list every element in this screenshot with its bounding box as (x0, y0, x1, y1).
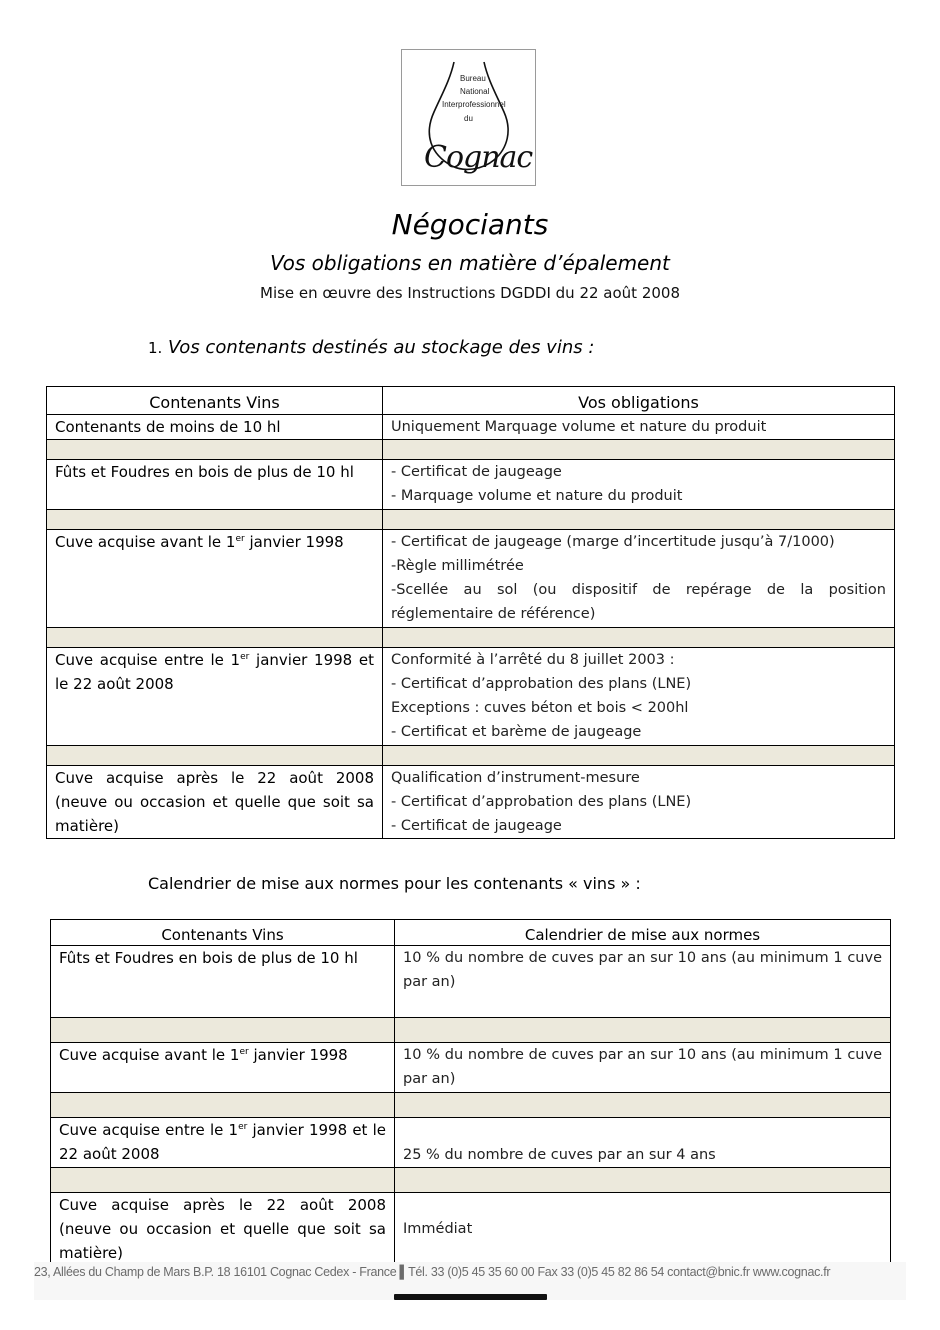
table-row (47, 460, 895, 510)
obligation-line: - Certificat de jaugeage (391, 818, 562, 834)
obligation-line: - Certificat de jaugeage (391, 464, 562, 480)
table-header: Contenants Vins (47, 387, 383, 415)
obligation-text (383, 415, 895, 440)
logo-wordmark: Cognac (424, 140, 533, 175)
obligation-line: - Certificat d’approbation des plans (LNE) (391, 794, 692, 810)
table-row (51, 1118, 891, 1168)
obligation-line: - Certificat d’approbation des plans (LNE) (391, 676, 692, 692)
obligation-text (383, 460, 895, 510)
table-row (47, 530, 895, 628)
logo-line-1: Bureau (460, 74, 486, 83)
logo-line-4: du (464, 114, 473, 123)
table-row (51, 1043, 891, 1093)
obligation-line: Exceptions : cuves béton et bois < 200hl (391, 700, 689, 716)
calendar-text: 25 % du nombre de cuves par an sur 4 ans (395, 1118, 891, 1168)
logo-line-2: National (460, 87, 490, 96)
calendar-text: 10 % du nombre de cuves par an sur 10 ans (au minimum 1 cuve par an) (395, 1043, 891, 1093)
container-type: Contenants de moins de 10 hl (47, 415, 383, 440)
footer-address: 23, Allées du Champ de Mars B.P. 18 16101 Cognac Cedex - France ▌Tél. 33 (0)5 45 35 60 00 Fax 33 (0)5 45 82 86 54 contact@bnic.fr www.cognac.fr (34, 1265, 831, 1279)
section-label: Vos contenants destinés au stockage des vins : (168, 337, 595, 358)
container-type: Cuve acquise entre le 1er janvier 1998 et le 22 août 2008 (47, 648, 383, 746)
table-row (47, 648, 895, 746)
obligation-line: - Marquage volume et nature du produit (391, 488, 683, 504)
footer-bar (394, 1294, 547, 1300)
table-header: Vos obligations (383, 387, 895, 415)
page-subtitle: Vos obligations en matière d’épalement (270, 251, 670, 275)
container-type: Cuve acquise entre le 1er janvier 1998 et le 22 août 2008 (51, 1118, 395, 1168)
table-row (47, 415, 895, 440)
bnic-logo (401, 49, 536, 186)
table-row (51, 1193, 891, 1266)
calendar-text: Immédiat (395, 1193, 891, 1266)
container-type: Fûts et Foudres en bois de plus de 10 hl (51, 946, 395, 1018)
section-2-heading: Calendrier de mise aux normes pour les contenants « vins » : (148, 874, 641, 893)
logo-line-3: Interprofessionnel (442, 100, 506, 109)
obligation-line: - Certificat et barème de jaugeage (391, 724, 642, 740)
section-number: 1. (148, 339, 163, 357)
page-title: Négociants (391, 208, 549, 241)
obligation-text (383, 766, 895, 839)
table-header: Calendrier de mise aux normes (395, 920, 891, 946)
obligation-text (383, 648, 895, 746)
obligation-line: - Certificat de jaugeage (marge d’incertitude jusqu’à 7/1000) (391, 534, 835, 550)
obligation-text (383, 530, 895, 628)
container-type: Cuve acquise avant le 1er janvier 1998 (47, 530, 383, 628)
table-row (47, 766, 895, 839)
obligation-line: Uniquement Marquage volume et nature du produit (391, 419, 767, 435)
container-type: Cuve acquise après le 22 août 2008 (neuve ou occasion et quelle que soit sa matière) (47, 766, 383, 839)
table-row (51, 946, 891, 1018)
section-1-heading (148, 336, 594, 360)
obligation-line: -Règle millimétrée (391, 558, 524, 574)
calendar-table (50, 919, 891, 1266)
container-type: Cuve acquise avant le 1er janvier 1998 (51, 1043, 395, 1093)
obligation-line: Conformité à l’arrêté du 8 juillet 2003 : (391, 652, 675, 668)
page-note: Mise en œuvre des Instructions DGDDI du 22 août 2008 (260, 284, 680, 302)
table-header: Contenants Vins (51, 920, 395, 946)
container-type: Fûts et Foudres en bois de plus de 10 hl (47, 460, 383, 510)
obligation-line: -Scellée au sol (ou dispositif de repérage de la position réglementaire de référence) (391, 582, 886, 622)
obligation-line: Qualification d’instrument-mesure (391, 770, 640, 786)
container-type: Cuve acquise après le 22 août 2008 (neuve ou occasion et quelle que soit sa matière) (51, 1193, 395, 1266)
obligations-table (46, 386, 895, 839)
calendar-text: 10 % du nombre de cuves par an sur 10 ans (au minimum 1 cuve par an) (395, 946, 891, 1018)
